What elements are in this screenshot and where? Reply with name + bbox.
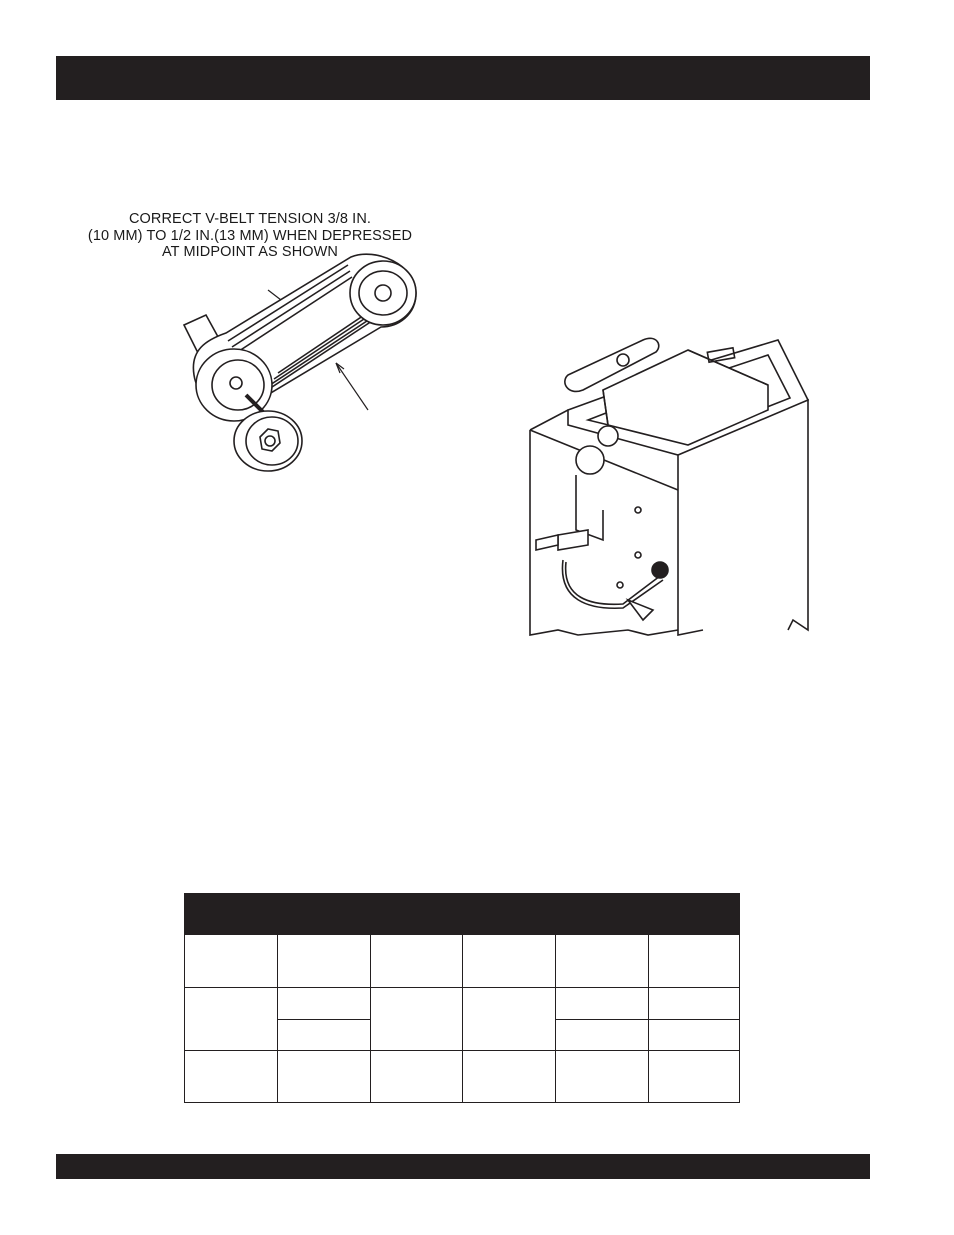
caption-line-2: (10 MM) TO 1/2 IN.(13 MM) WHEN DEPRESSED	[87, 227, 413, 244]
table-cell	[555, 935, 648, 988]
table-cell	[462, 1051, 555, 1103]
table-cell	[370, 988, 462, 1051]
table-cell	[648, 1020, 740, 1051]
table-cell	[648, 988, 740, 1020]
table-cell	[648, 1051, 740, 1103]
table-cell	[370, 935, 462, 988]
table-cell	[462, 935, 555, 988]
table-cell	[277, 1020, 370, 1051]
header-bar	[56, 56, 870, 100]
engine-assembly-diagram	[528, 330, 820, 640]
table-cell	[277, 988, 370, 1020]
spec-table	[184, 893, 740, 1103]
table-cell	[462, 988, 555, 1051]
table-grid	[184, 935, 740, 1103]
table-cell	[555, 1020, 648, 1051]
table-cell	[184, 988, 277, 1051]
caption-line-1: CORRECT V-BELT TENSION 3/8 IN.	[128, 211, 372, 227]
table-cell	[277, 935, 370, 988]
footer-bar	[56, 1154, 870, 1179]
table-cell	[370, 1051, 462, 1103]
table-cell	[555, 1051, 648, 1103]
caption-line-3: AT MIDPOINT AS SHOWN	[161, 244, 339, 260]
table-cell	[277, 1051, 370, 1103]
table-cell	[184, 1051, 277, 1103]
table-header-bar	[184, 893, 740, 935]
table-cell	[184, 935, 277, 988]
table-cell	[555, 988, 648, 1020]
v-belt-diagram	[176, 245, 436, 485]
table-cell	[648, 935, 740, 988]
